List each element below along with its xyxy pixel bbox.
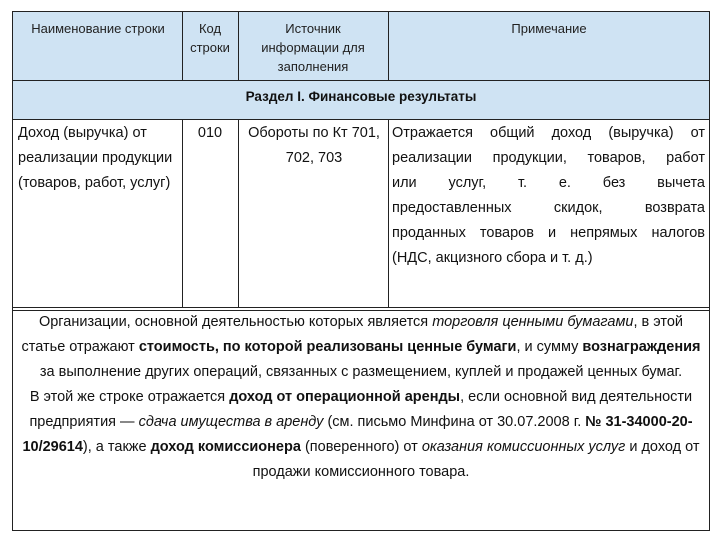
header-col-source: Источник информации для заполнения (261, 21, 365, 74)
border-top (12, 11, 710, 12)
note-line: проданных товаров и непрямых налогов (392, 225, 705, 241)
border-left (12, 11, 13, 531)
note-line: предоставленных скидок, возврата (392, 200, 705, 216)
explanation-paragraph-2: В этой же строке отражается доход от операционной аренды, если основной вид деятельности предприятия — сдача имущества в аренду (см. письмо Минфина от 30.07.2008 г. № 31-34000-20-10/29614), а также доход комиссионера (поверенного) от оказания комиссионных услуг и доход от продажи комиссионного товара. (22, 389, 700, 480)
header-col-code: Код строки (190, 21, 230, 55)
row-source: Обороты по Кт 701, 702, 703 (248, 125, 380, 166)
divider-row-2 (12, 310, 710, 311)
col-divider-1b (182, 119, 183, 307)
col-divider-2 (238, 11, 239, 80)
col-divider-3b (388, 119, 389, 307)
note-line: (НДС, акцизного сбора и т. д.) (392, 250, 593, 266)
row-note (392, 121, 705, 271)
note-line: реализации продукции, товаров, работ (392, 150, 705, 166)
note-line: Отражается общий доход (выручка) от (392, 125, 705, 141)
col-divider-1 (182, 11, 183, 80)
header-col-name: Наименование строки (31, 21, 165, 36)
divider-section (12, 119, 710, 120)
col-divider-3 (388, 11, 389, 80)
row-code: 010 (197, 125, 223, 141)
border-right (709, 11, 710, 531)
col-divider-2b (238, 119, 239, 307)
divider-header (12, 80, 710, 81)
info-table (12, 11, 710, 531)
divider-row (12, 307, 710, 308)
explanation-text (18, 310, 704, 485)
section-title: Раздел I. Финансовые результаты (245, 89, 477, 104)
row-name: Доход (выручка) от реализации продукции (товаров, работ, услуг) (18, 125, 173, 191)
border-bottom (12, 530, 710, 531)
header-col-note: Примечание (511, 21, 587, 36)
note-line: или услуг, т. е. без вычета (392, 175, 705, 191)
explanation-paragraph-1: Организации, основной деятельностью которых является торговля ценными бумагами, в этой статье отражают стоимость, по которой реализованы ценные бумаги, и сумму вознаграждения за выполнение других операций, связанных с размещением, куплей и продажей ценных бумаг. (21, 314, 701, 380)
